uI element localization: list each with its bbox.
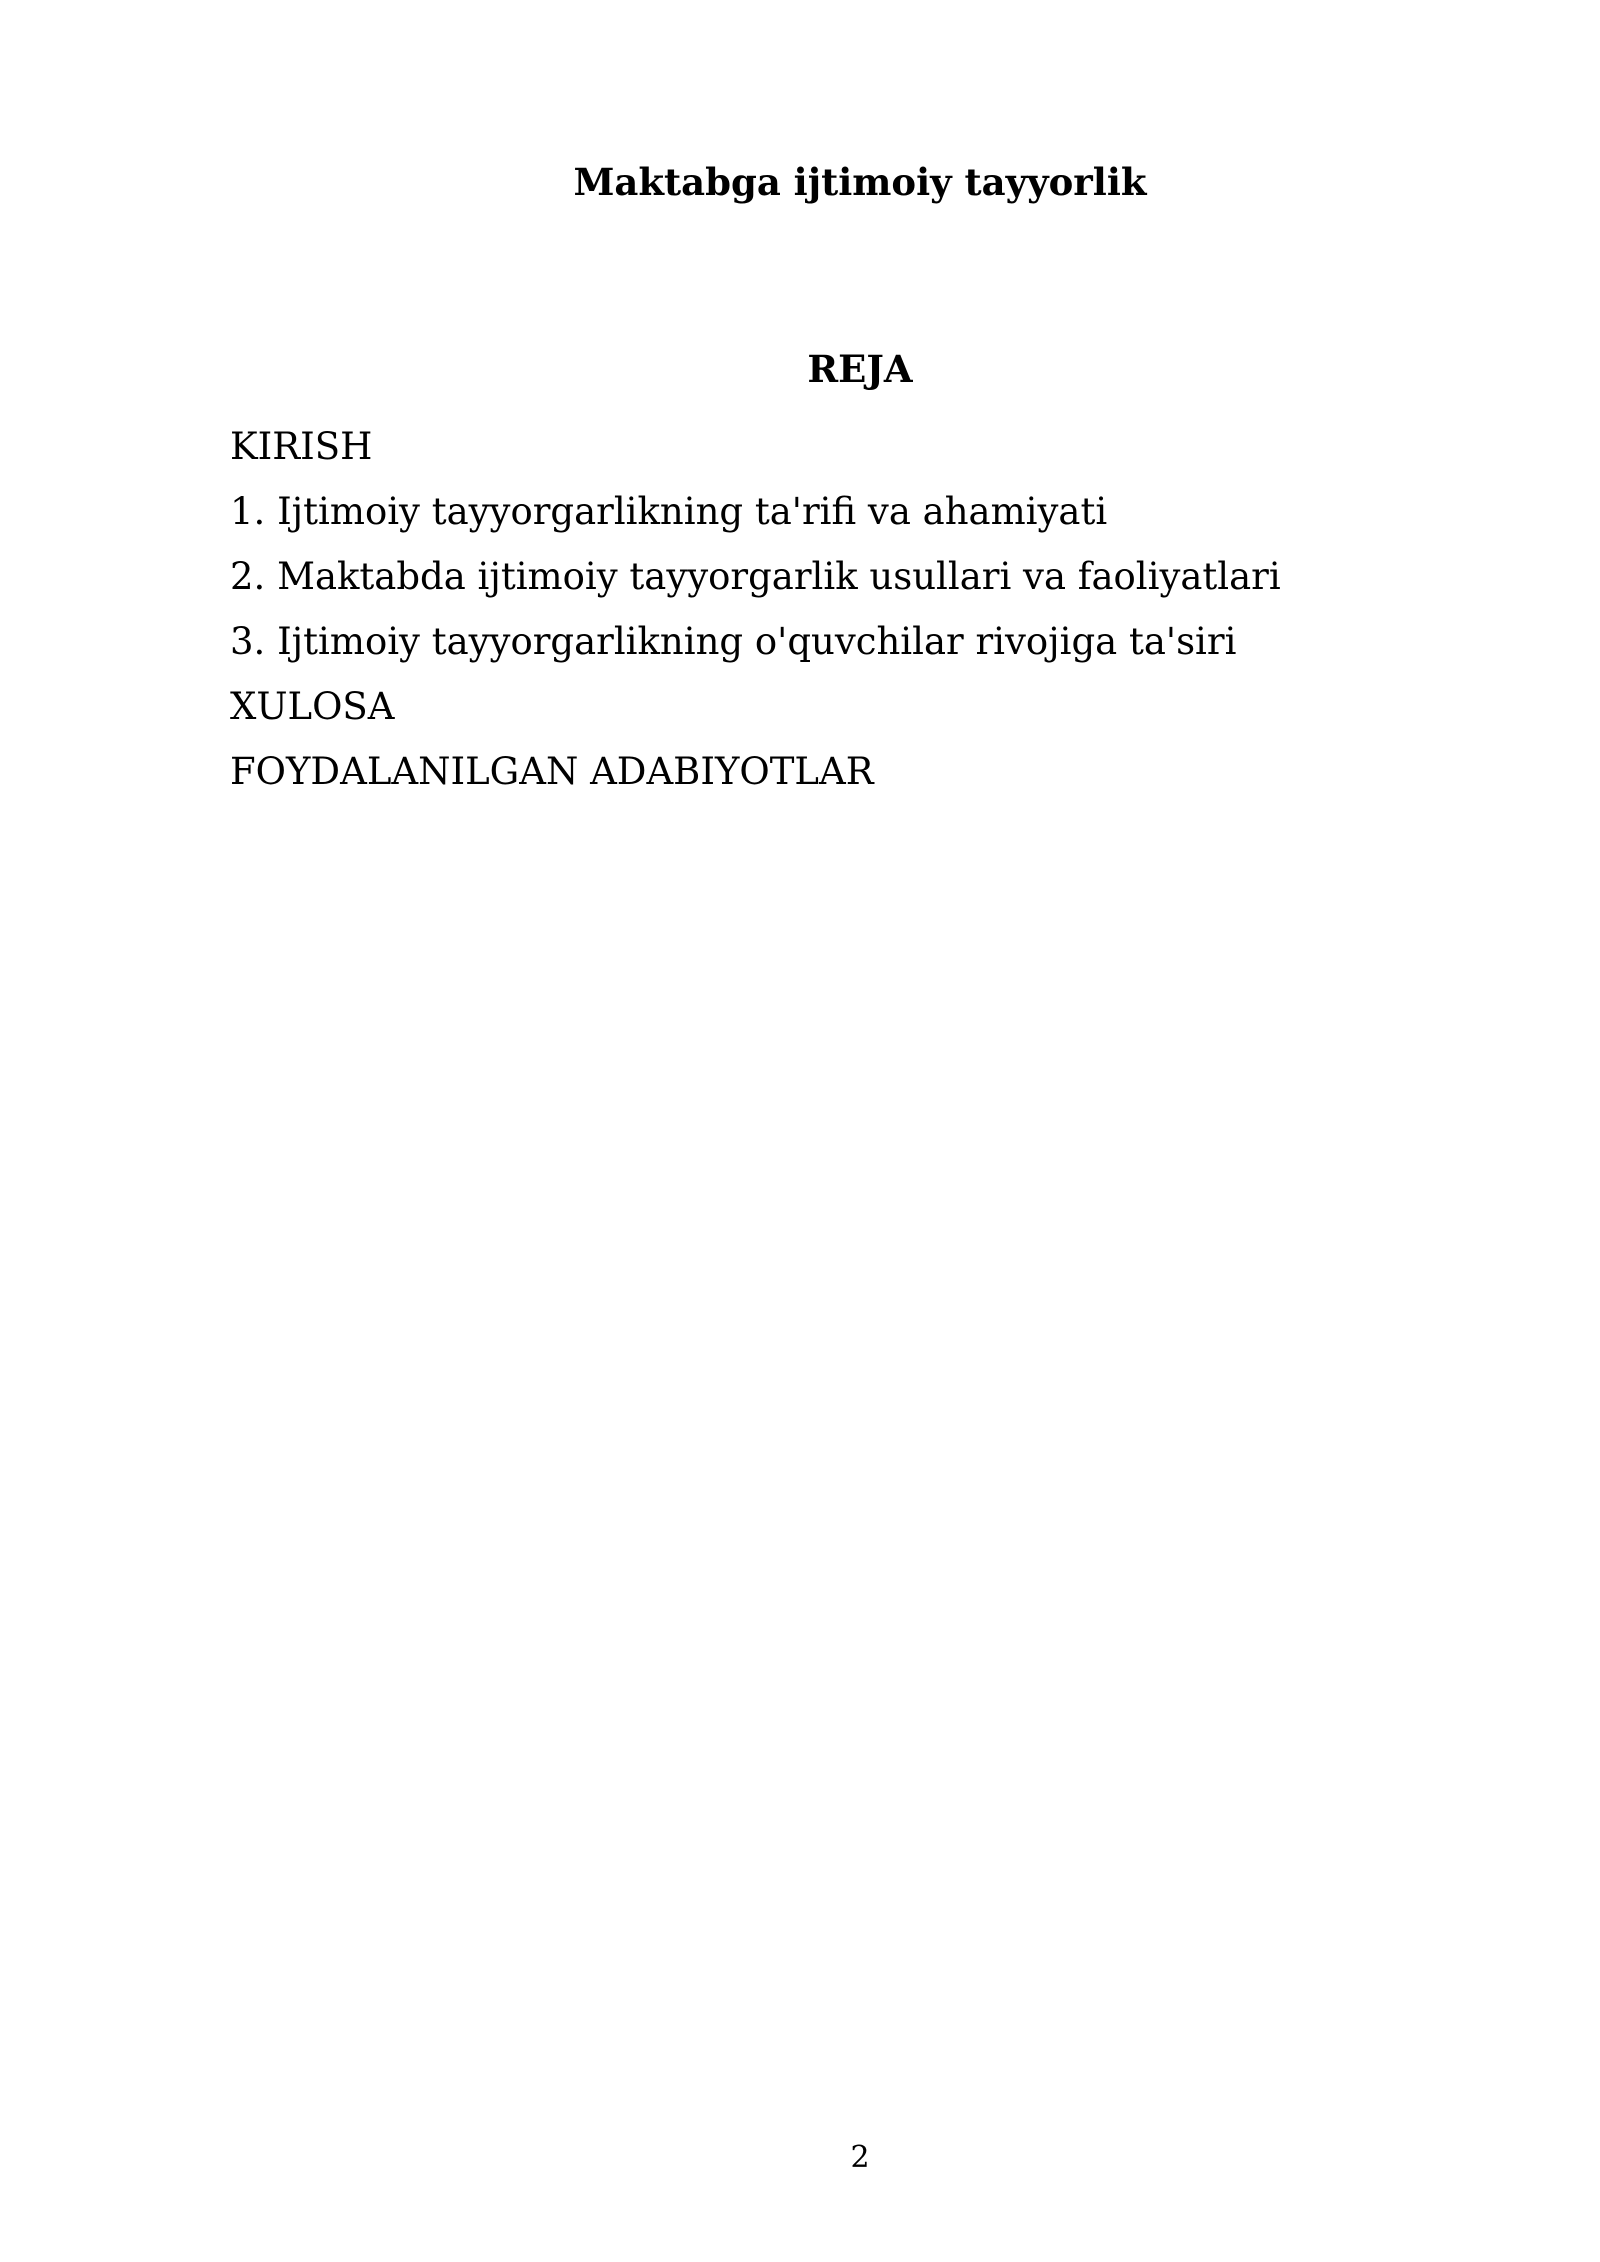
plan-item-1: 1. Ijtimoiy tayyorgarlikning ta'rifi va ahamiyati xyxy=(230,490,1108,533)
plan-item-3: 3. Ijtimoiy tayyorgarlikning o'quvchilar rivojiga ta'siri xyxy=(230,620,1237,663)
plan-list xyxy=(230,414,1281,804)
plan-item-references: FOYDALANILGAN ADABIYOTLAR xyxy=(230,750,874,793)
plan-item-introduction: KIRISH xyxy=(230,425,373,468)
plan-item-conclusion: XULOSA xyxy=(230,685,395,728)
plan-heading: REJA xyxy=(807,347,913,391)
page-number: 2 xyxy=(850,2140,870,2175)
plan-item-2: 2. Maktabda ijtimoiy tayyorgarlik usullari va faoliyatlari xyxy=(230,555,1281,598)
document-title: Maktabga ijtimoiy tayyorlik xyxy=(573,160,1147,204)
